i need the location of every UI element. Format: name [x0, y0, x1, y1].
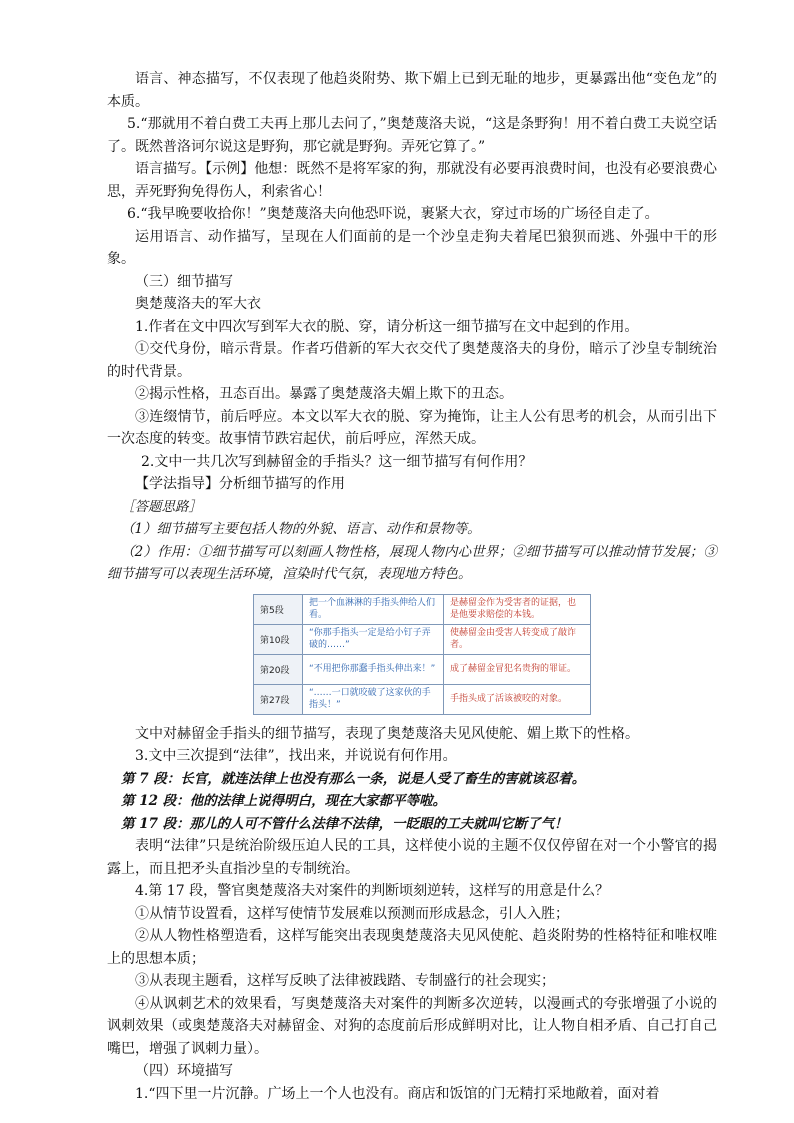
approach-item: （2）作用：①细节描写可以刻画人物性格，展现人物内心世界；②细节描写可以推动情节发展；③细节描写可以表现生活环境，渲染时代气氛，表现地方特色。 [107, 543, 717, 582]
paragraph: 5.“那就用不着白费工夫再上那儿去问了，”奥楚蔑洛夫说，“这是条野狗！用不着白费工夫说空话了。既然普洛诃尔说这是野狗，那它就是野狗。弄死它算了。” [107, 116, 717, 155]
answer-approach-label: ［答题思路］ [121, 498, 202, 515]
section-heading: （四）环境描写 [135, 1063, 233, 1079]
segment-cell: 第10段 [254, 624, 303, 654]
quote-cell: 把一个血淋淋的手指头伸给人们看。 [303, 594, 444, 624]
question: 4.第 17 段，警官奥楚蔑洛夫对案件的判断顷刻逆转，这样写的用意是什么？ [135, 883, 610, 899]
effect-cell: 是赫留金作为受害者的证据，也是他要求赔偿的本钱。 [444, 594, 591, 624]
answer-item: ④从讽刺艺术的效果看，写奥楚蔑洛夫对案件的判断多次逆转，以漫画式的夸张增强了小说的讽刺效果（或奥楚蔑洛夫对赫留金、对狗的态度前后形成鲜明对比，让人物自相矛盾、自己打自己嘴巴，增强了讽刺力量）。 [107, 995, 717, 1057]
paragraph: ①交代身份，暗示背景。作者巧借新的军大衣交代了奥楚蔑洛夫的身份，暗示了沙皇专制统治的时代背景。 [107, 341, 717, 380]
paragraph: 1.“四下里一片沉静。广场上一个人也没有。商店和饭馆的门无精打采地敞着，面对着 [135, 1085, 660, 1102]
paragraph: 语言描写。【示例】他想：既然不是将军家的狗，那就没有必要再浪费时间，也没有必要浪费心思，弄死野狗免得伤人，利索省心！ [107, 161, 717, 200]
law-quote: 第 12 段：他的法律上说得明白，现在大家都平等啦。 [121, 793, 447, 809]
effect-cell: 使赫留金由受害人转变成了敲诈者。 [444, 624, 591, 654]
answer-item: ②从人物性格塑造看，这样写能突出表现奥楚蔑洛夫见风使舵、趋炎附势的性格特征和唯权唯上的思想本质； [107, 928, 717, 967]
table-row [254, 684, 591, 714]
segment-cell: 第5段 [254, 594, 303, 624]
quote-cell: “不用把你那蠢手指头伸出来！” [303, 654, 444, 684]
table-row [254, 624, 591, 654]
law-quote: 第 7 段：长官，就连法律上也没有那么一条，说是人受了畜生的害就该忍着。 [121, 770, 586, 787]
paragraph: 运用语言、动作描写，呈现在人们面前的是一个沙皇走狗夫着尾巴狼狈而逃、外强中干的形象。 [107, 228, 717, 267]
paragraph: 奥楚蔑洛夫的军大衣 [135, 296, 261, 312]
paragraph: 语言、神态描写，不仅表现了他趋炎附势、欺下媚上已到无耻的地步，更暴露出他“变色龙”的本质。 [107, 71, 717, 110]
question: 2.文中一共几次写到赫留金的手指头？这一细节描写有何作用？ [141, 453, 533, 470]
paragraph: 文中对赫留金手指头的细节描写，表现了奥楚蔑洛夫见风使舵、媚上欺下的性格。 [135, 725, 639, 742]
segment-cell: 第27段 [254, 684, 303, 714]
effect-cell: 成了赫留金冒犯名贵狗的罪证。 [444, 654, 591, 684]
question: 3.文中三次提到“法律”，找出来，并说说有何作用。 [135, 748, 457, 764]
section-heading: （三）细节描写 [135, 273, 233, 290]
effect-cell: 手指头成了活该被咬的对象。 [444, 684, 591, 714]
quote-cell: “你那手指头一定是给小钉子弄破的……” [303, 624, 444, 654]
paragraph: ②揭示性格，丑态百出。暴露了奥楚蔑洛夫媚上欺下的丑态。 [135, 386, 513, 402]
answer-item: ③从表现主题看，这样写反映了法律被践踏、专制盛行的社会现实； [135, 973, 555, 989]
approach-item: （1）细节描写主要包括人物的外貌、语言、动作和景物等。 [121, 521, 481, 537]
table-row [254, 594, 591, 624]
method-guide: 【学法指导】分析细节描写的作用 [135, 476, 345, 492]
law-quote: 第 17 段：那儿的人可不管什么法律不法律，一眨眼的工夫就叫它断了气！ [121, 815, 568, 832]
paragraph: 表明“法律”只是统治阶级压迫人民的工具，这样使小说的主题不仅仅停留在对一个小警官的揭露上，而且把矛头直指沙皇的专制统治。 [107, 838, 717, 877]
table-row [254, 654, 591, 684]
paragraph: 1.作者在文中四次写到军大衣的脱、穿，请分析这一细节描写在文中起到的作用。 [135, 318, 639, 335]
finger-detail-table [253, 594, 591, 715]
document-page [107, 68, 717, 1105]
answer-item: ①从情节设置看，这样写使情节发展难以预测而形成悬念，引人入胜； [135, 905, 569, 922]
paragraph: ③连缀情节，前后呼应。本文以军大衣的脱、穿为掩饰，让主人公有思考的机会，从而引出下一次态度的转变。故事情节跌宕起伏，前后呼应，浑然天成。 [107, 408, 717, 447]
paragraph: 6.“我早晚要收拾你！”奥楚蔑洛夫向他恐吓说，裹紧大衣，穿过市场的广场径自走了。 [127, 206, 659, 222]
quote-cell: “……一口就咬破了这家伙的手指头！” [303, 684, 444, 714]
segment-cell: 第20段 [254, 654, 303, 684]
